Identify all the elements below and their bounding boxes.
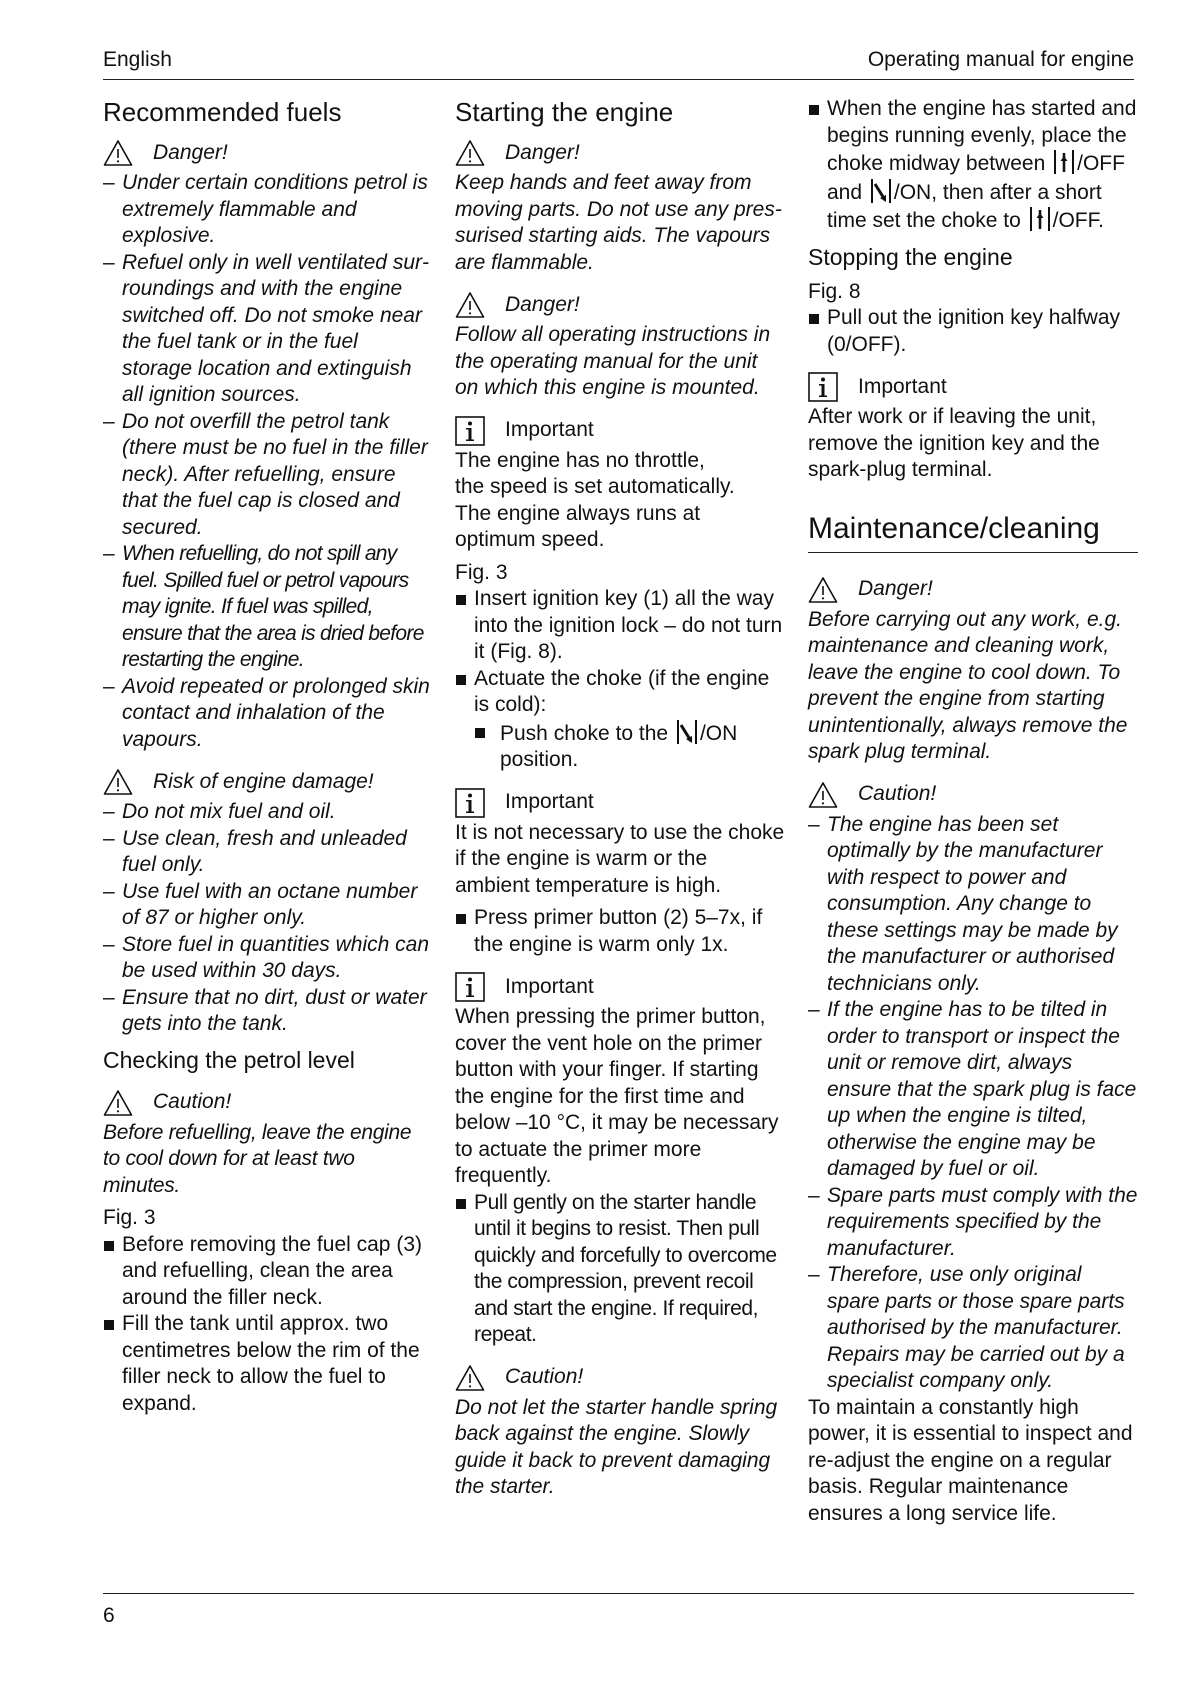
important-line: The engine always runs at optimum speed.: [455, 501, 701, 551]
danger-label: Danger!: [505, 292, 580, 316]
choke-off-icon: [1052, 149, 1076, 175]
important-heading: [808, 370, 1138, 404]
page-header: [103, 46, 1134, 80]
header-language: English: [103, 48, 172, 71]
list-item: – Store fuel in quantities which can be used within 30 days.: [103, 932, 433, 985]
caution-heading: [808, 778, 1138, 812]
step-text: /OFF.: [1052, 209, 1104, 232]
list-item: – Spare parts must comply with the requirements specified by the manufacturer.: [808, 1183, 1138, 1263]
step-text: When the engine has started and begins running evenly, place the choke midway between: [827, 97, 1137, 175]
list-item: Pull out the ignition key halfway (0/OFF).: [808, 305, 1138, 358]
danger-heading: [455, 136, 785, 170]
step-list: [455, 905, 785, 958]
list-item: Press primer button (2) 5–7x, if the engine is warm only 1x.: [455, 905, 785, 958]
page-footer: [103, 1593, 1134, 1628]
substep-text: /ON position.: [500, 721, 738, 771]
list-item: [455, 666, 785, 774]
choke-on-icon: [869, 178, 893, 204]
figure-reference: Fig. 3: [103, 1206, 156, 1229]
step-list: [103, 1232, 433, 1418]
list-item: – When refuelling, do not spill any fuel. Spilled fuel or petrol vapours may ignite. If fuel was spilled, ensure that the area is dried before restarting the engine.: [103, 541, 433, 674]
warning-triangle-icon: [808, 576, 838, 604]
warning-triangle-icon: [808, 781, 838, 809]
list-item: [455, 719, 785, 774]
important-line: the speed is set automatically.: [455, 475, 735, 498]
caution-label: Caution!: [858, 782, 937, 806]
warning-triangle-icon: [103, 768, 133, 796]
step-list: [455, 1190, 785, 1349]
list-item: – Therefore, use only original spare parts or those spare parts authorised by the manufacturer. Repairs may be carried out by a specialist company only.: [808, 1262, 1138, 1395]
choke-on-icon: [675, 719, 699, 745]
column-middle: [455, 96, 785, 1501]
caution-list: [808, 812, 1138, 1395]
important-heading: [455, 786, 785, 820]
figure-reference: Fig. 8: [808, 279, 861, 303]
info-icon: [455, 416, 485, 446]
substep-text: Push choke to the: [500, 721, 669, 745]
list-item: Pull gently on the starter handle until it begins to resist. Then pull quickly and forcefully to overcome the compression, prevent recoil and start the engine. If required, repeat.: [455, 1190, 785, 1349]
list-item: – Do not mix fuel and oil.: [103, 799, 433, 826]
important-heading: [455, 970, 785, 1004]
caution-heading: [455, 1361, 785, 1395]
caution-text: Before refuelling, leave the engine to cool down for at least two minutes.: [103, 1120, 412, 1197]
step-text: /ON, then after a short time set the choke to: [827, 180, 1102, 232]
choke-off-icon: [1028, 206, 1052, 232]
important-text: After work or if leaving the unit, remove the ignition key and the spark-plug terminal.: [808, 405, 1100, 481]
danger-heading: [103, 136, 433, 170]
danger-label: Danger!: [153, 140, 228, 164]
step-list: [455, 586, 785, 774]
step-text: Actuate the choke (if the engine is cold):: [474, 666, 770, 716]
column-right: [808, 96, 1138, 1527]
important-label: Important: [505, 418, 594, 442]
sub-step-list: [455, 719, 785, 774]
caution-label: Caution!: [153, 1090, 232, 1114]
list-item: Before removing the fuel cap (3) and refuelling, clean the area around the filler neck.: [103, 1232, 433, 1312]
figure-reference: Fig. 3: [455, 560, 508, 584]
danger-label: Danger!: [858, 577, 933, 601]
list-item: – Use fuel with an octane number of 87 or higher only.: [103, 879, 433, 932]
danger-heading: [455, 288, 785, 322]
warning-triangle-icon: [455, 291, 485, 319]
important-text: It is not necessary to use the choke if the engine is warm or the ambient temperature is high.: [455, 820, 785, 897]
risk-list: [103, 799, 433, 1038]
warning-triangle-icon: [103, 1089, 133, 1117]
info-icon: [808, 372, 838, 402]
caution-text: Do not let the starter handle spring back against the engine. Slowly guide it back to prevent damaging the starter.: [455, 1395, 778, 1498]
warning-triangle-icon: [455, 1364, 485, 1392]
list-item: – The engine has been set optimally by the manufacturer with respect to power and consumption. Any change to these settings may be made by the manufacturer or authorised technicians only.: [808, 812, 1138, 998]
step-text: /OFF and: [827, 152, 1125, 204]
important-label: Important: [505, 790, 594, 814]
list-item: Insert ignition key (1) all the way into the ignition lock – do not turn it (Fig. 8).: [455, 586, 785, 666]
danger-text: Before carrying out any work, e.g. maintenance and cleaning work, leave the engine to cool down. To prevent the engine from starting unintentionally, always remove the spark plug terminal.: [808, 607, 1128, 763]
danger-text: Keep hands and feet away from moving parts. Do not use any pressurised starting aids. The vapours are flammable.: [455, 171, 782, 274]
step-list: [808, 305, 1138, 358]
danger-label: Danger!: [505, 140, 580, 164]
list-item: – Use clean, fresh and unleaded fuel only.: [103, 826, 433, 879]
page-number: 6: [103, 1604, 115, 1627]
section-title-starting-engine: Starting the engine: [455, 97, 674, 127]
section-title-recommended-fuels: Recommended fuels: [103, 97, 342, 127]
list-item: Fill the tank until approx. two centimetres below the rim of the filler neck to allow the fuel to expand.: [103, 1311, 433, 1417]
step-list: [808, 96, 1138, 235]
list-item: – Do not overfill the petrol tank (there must be no fuel in the filler neck). After refuelling, ensure that the fuel cap is closed and secured.: [103, 409, 433, 542]
important-line: The engine has no throttle,: [455, 448, 705, 472]
list-item: [808, 96, 1138, 235]
list-item: – Under certain conditions petrol is extremely flammable and explosive.: [103, 170, 433, 250]
risk-heading: [103, 765, 433, 799]
important-label: Important: [858, 374, 947, 398]
risk-label: Risk of engine damage!: [153, 769, 374, 793]
danger-text: Follow all operating instructions in the operating manual for the unit on which this engine is mounted.: [455, 323, 771, 399]
list-item: – Refuel only in well ventilated surroundings and with the engine switched off. Do not smoke near the fuel tank or in the fuel storage location and extinguish all ignition sources.: [103, 250, 433, 409]
section-title-maintenance: Maintenance/cleaning: [808, 510, 1138, 553]
important-label: Important: [505, 974, 594, 998]
list-item: – If the engine has to be tilted in order to transport or inspect the unit or remove dirt, always ensure that the spark plug is face up when the engine is tilted, otherwise the engine may be damaged by fuel or oil.: [808, 997, 1138, 1183]
info-icon: [455, 972, 485, 1002]
info-icon: [455, 788, 485, 818]
warning-triangle-icon: [103, 139, 133, 167]
caution-heading: [103, 1086, 433, 1120]
list-item: – Avoid repeated or prolonged skin contact and inhalation of the vapours.: [103, 674, 433, 754]
list-item: – Ensure that no dirt, dust or water gets into the tank.: [103, 985, 433, 1038]
important-heading: [455, 414, 785, 448]
warning-triangle-icon: [455, 139, 485, 167]
column-left: [103, 96, 433, 1417]
section-title-stopping-engine: Stopping the engine: [808, 243, 1013, 270]
closing-paragraph: To maintain a constantly high power, it is essential to inspect and re-adjust the engine on a regular basis. Regular maintenance ensures a long service life.: [808, 1395, 1133, 1525]
header-manual-title: Operating manual for engine: [867, 48, 1134, 71]
caution-label: Caution!: [505, 1365, 584, 1389]
section-title-checking-petrol: Checking the petrol level: [103, 1046, 355, 1073]
important-text: [455, 448, 785, 554]
danger-list: [103, 170, 433, 753]
important-text: When pressing the primer button, cover the vent hole on the primer button with your finger. If starting the engine for the first time and below –10 °C, it may be necessary to actuate the primer more frequently.: [455, 1005, 779, 1187]
danger-heading: [808, 573, 1138, 607]
